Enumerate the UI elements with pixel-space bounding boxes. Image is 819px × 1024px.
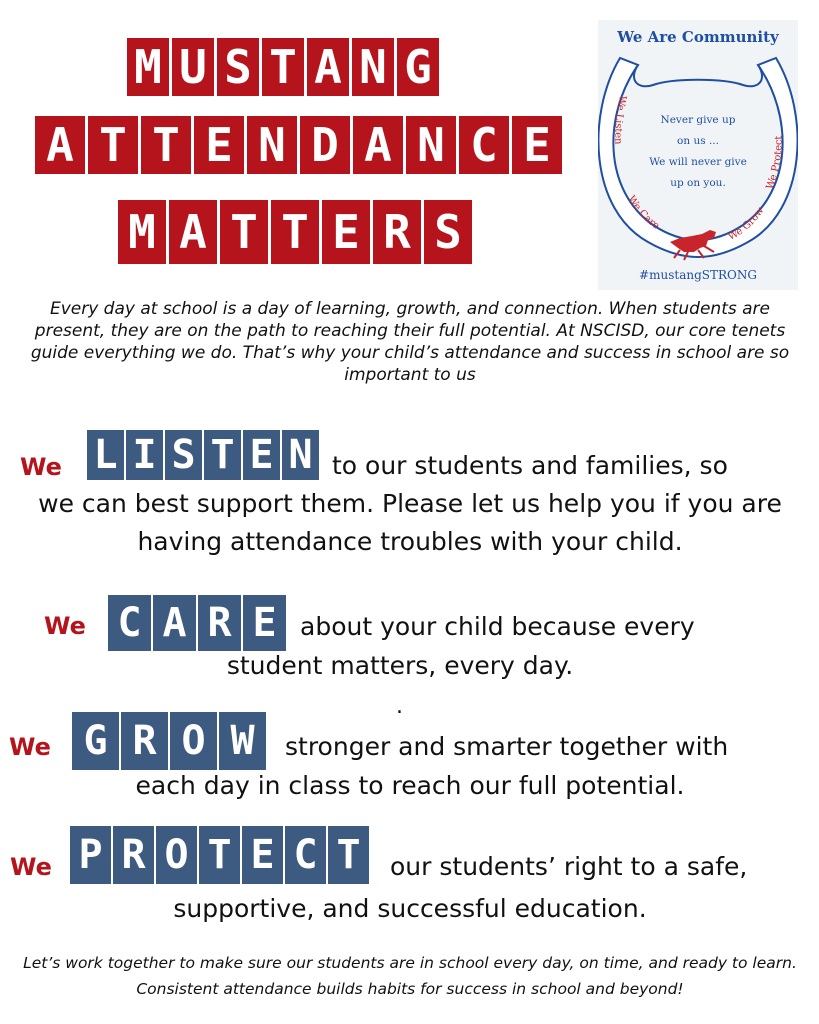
word-letter: E xyxy=(243,430,280,480)
title-letter: C xyxy=(459,116,509,174)
title-letter: T xyxy=(220,200,268,264)
word-letter: C xyxy=(108,595,151,651)
word-letter: O xyxy=(156,826,197,884)
title-line-2 xyxy=(35,116,562,174)
title-letter: T xyxy=(262,38,304,96)
title-letter: S xyxy=(424,200,472,264)
word-letter: N xyxy=(282,430,319,480)
community-logo xyxy=(598,20,798,290)
motto-line: Never give up xyxy=(660,114,736,126)
we-label: We xyxy=(9,733,51,761)
we-label: We xyxy=(10,853,52,881)
word-letter: T xyxy=(204,430,241,480)
title-letter: N xyxy=(352,38,394,96)
care-text-rest: student matters, every day. xyxy=(226,651,574,680)
motto-line: up on you. xyxy=(670,177,726,189)
word-letter: A xyxy=(153,595,196,651)
word-letter: S xyxy=(165,430,202,480)
title-letter: E xyxy=(194,116,244,174)
word-letter: L xyxy=(87,430,124,480)
title-letter: D xyxy=(300,116,350,174)
word-letter: C xyxy=(285,826,326,884)
closing-paragraph: Let’s work together to make sure our students are in school every day, on time, and ready to learn. Consistent attendance builds habits for success in school and beyond! xyxy=(23,954,797,998)
title-letter: E xyxy=(512,116,562,174)
word-letter: T xyxy=(199,826,240,884)
word-care xyxy=(108,595,286,651)
arc-right-bottom: We Grow xyxy=(726,205,767,243)
we-label: We xyxy=(20,453,62,481)
listen-text-rest: we can best support them. Please let us help you if you are having attendance troubles with your child. xyxy=(38,489,782,556)
grow-text-rest: each day in class to reach our full potential. xyxy=(135,771,685,800)
arc-left-top: We Listen xyxy=(612,94,628,145)
logo-hashtag: #mustangSTRONG xyxy=(639,268,757,282)
title-letter: A xyxy=(307,38,349,96)
word-letter: W xyxy=(219,712,266,770)
separator-dot: . xyxy=(396,694,403,719)
title-line-1 xyxy=(127,38,439,96)
title-letter: A xyxy=(353,116,403,174)
title-letter: T xyxy=(88,116,138,174)
title-letter: E xyxy=(322,200,370,264)
motto-line: on us ... xyxy=(677,135,719,147)
intro-paragraph: Every day at school is a day of learning, growth, and connection. When students are present, they are on the path to reaching their full potential. At NSCISD, our core tenets guide everything we do. That’s why your child’s attendance and success in school are so important to us xyxy=(30,299,790,385)
word-letter: R xyxy=(121,712,168,770)
we-label: We xyxy=(44,612,86,640)
grow-text-first: stronger and smarter together with xyxy=(285,732,729,761)
word-letter: O xyxy=(170,712,217,770)
arc-right-top: We Protect xyxy=(764,135,785,192)
word-protect xyxy=(70,826,369,884)
word-letter: E xyxy=(243,595,286,651)
word-letter: P xyxy=(70,826,111,884)
listen-text-first: to our students and families, so xyxy=(332,451,728,480)
word-letter: T xyxy=(328,826,369,884)
word-letter: I xyxy=(126,430,163,480)
protect-text-rest: supportive, and successful education. xyxy=(173,894,647,923)
logo-motto xyxy=(638,110,758,194)
title-letter: N xyxy=(247,116,297,174)
title-letter: U xyxy=(172,38,214,96)
care-text-first: about your child because every xyxy=(300,612,695,641)
protect-text-first: our students’ right to a safe, xyxy=(390,852,748,881)
word-grow xyxy=(72,712,266,770)
word-letter: R xyxy=(113,826,154,884)
title-letter: M xyxy=(127,38,169,96)
arc-left-bottom: We Care xyxy=(625,193,662,232)
title-letter: A xyxy=(169,200,217,264)
title-letter: T xyxy=(141,116,191,174)
title-letter: S xyxy=(217,38,259,96)
title-letter: G xyxy=(397,38,439,96)
title-letter: A xyxy=(35,116,85,174)
word-letter: G xyxy=(72,712,119,770)
logo-heading: We Are Community xyxy=(617,28,779,46)
title-line-3 xyxy=(118,200,472,264)
title-letter: R xyxy=(373,200,421,264)
word-letter: R xyxy=(198,595,241,651)
word-listen xyxy=(87,430,319,480)
motto-line: We will never give xyxy=(649,156,747,168)
title-letter: M xyxy=(118,200,166,264)
word-letter: E xyxy=(242,826,283,884)
title-letter: N xyxy=(406,116,456,174)
title-letter: T xyxy=(271,200,319,264)
